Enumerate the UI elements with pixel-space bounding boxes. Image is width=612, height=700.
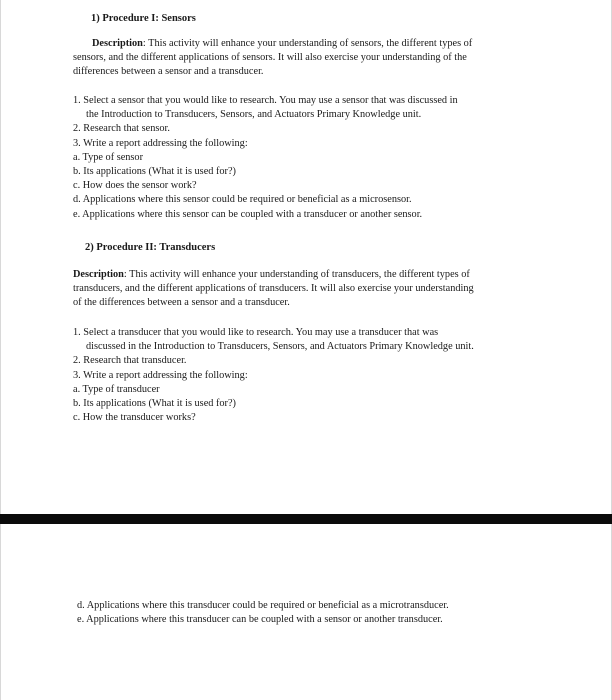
section2-list <box>73 326 474 425</box>
list-item: 1. Select a transducer that you would like to research. You may use a transducer that was <box>73 327 439 338</box>
list-item: b. Its applications (What it is used for?) <box>73 398 236 410</box>
section2-description-line: : This activity will enhance your understanding of transducers, the different types of <box>123 269 470 280</box>
list-item: 1. Select a sensor that you would like to research. You may use a sensor that was discussed in <box>73 95 458 106</box>
section2-description-line: of the differences between a sensor and a transducer. <box>73 297 290 309</box>
list-item: e. Applications where this transducer can be coupled with a sensor or another transducer. <box>77 614 443 626</box>
list-item: 2. Research that transducer. <box>73 355 187 367</box>
section2-description-label: Description <box>73 269 124 280</box>
list-item: 3. Write a report addressing the following: <box>73 137 248 149</box>
list-item: c. How does the sensor work? <box>73 180 197 192</box>
list-item: the Introduction to Transducers, Sensors, and Actuators Primary Knowledge unit. <box>86 109 422 121</box>
list-item: e. Applications where this sensor can be coupled with a transducer or another sensor. <box>73 208 423 220</box>
section1-description <box>73 37 472 80</box>
list-item: a. Type of sensor <box>73 151 144 163</box>
list-item: d. Applications where this sensor could be required or beneficial as a microsensor. <box>73 194 412 206</box>
list-item: c. How the transducer works? <box>73 412 196 424</box>
section1-description-line: sensors, and the different applications of sensors. It will also exercise your understanding of the <box>73 52 467 64</box>
section1-description-line: : This activity will enhance your understanding of sensors, the different types of <box>142 38 473 49</box>
list-item: a. Type of transducer <box>73 383 160 395</box>
section1-description-label: Description <box>92 38 143 49</box>
section2-description-line: transducers, and the different applications of transducers. It will also exercise your understanding <box>73 283 474 295</box>
list-item: discussed in the Introduction to Transducers, Sensors, and Actuators Primary Knowledge unit. <box>86 341 474 353</box>
section2-heading: 2) Procedure II: Transducers <box>85 242 216 253</box>
list-item: b. Its applications (What it is used for?) <box>73 166 236 178</box>
list-item: 3. Write a report addressing the following: <box>73 369 248 381</box>
list-item: d. Applications where this transducer could be required or beneficial as a microtransducer. <box>77 600 449 611</box>
section2-list-continued <box>77 599 449 627</box>
page-divider <box>0 514 612 524</box>
document-page-bottom <box>0 524 612 700</box>
list-item: 2. Research that sensor. <box>73 123 170 135</box>
section2-description <box>73 268 474 311</box>
section1-list <box>73 94 458 222</box>
section1-heading: 1) Procedure I: Sensors <box>91 13 196 24</box>
section1-description-line: differences between a sensor and a transducer. <box>73 66 264 78</box>
